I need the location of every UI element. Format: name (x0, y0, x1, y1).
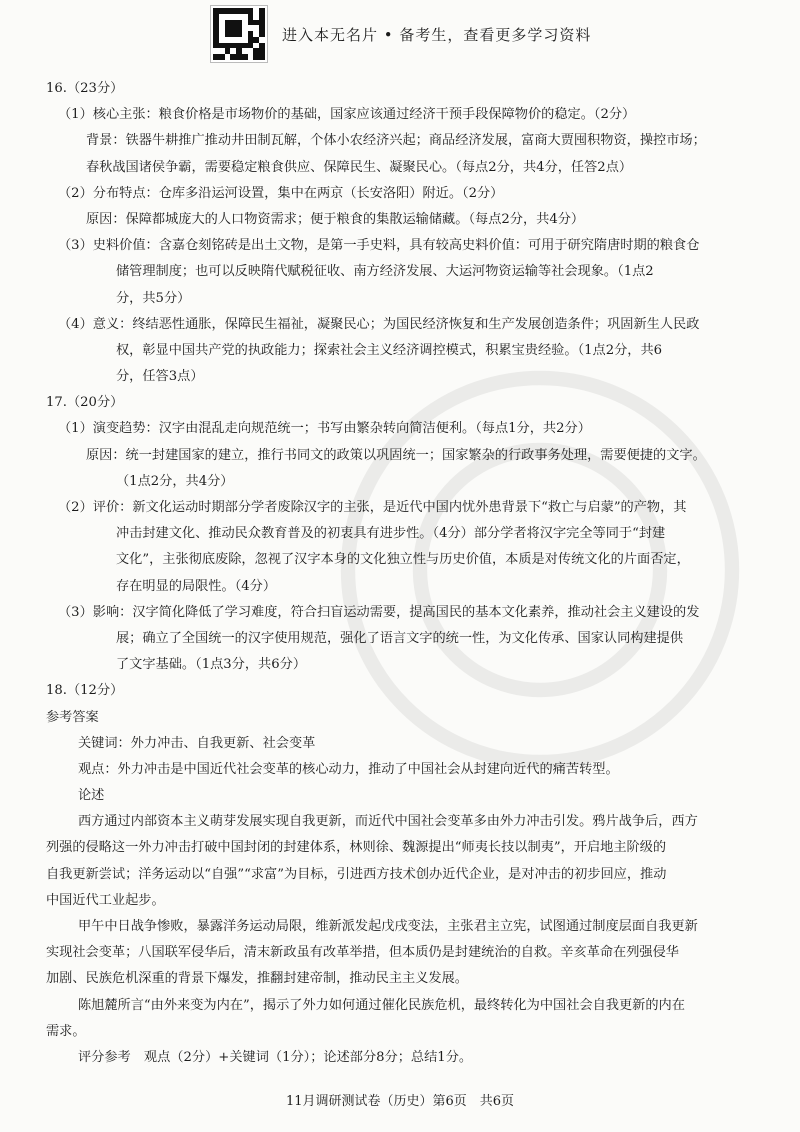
text-line: 存在明显的局限性。（4分） (116, 578, 277, 594)
text-line: （4）意义：终结恶性通胀，保障民生福祉，凝聚民心；为国民经济恢复和生产发展创造条件；巩固新生人民政 (58, 316, 700, 332)
text-line: 春秋战国诸侯争霸，需要稳定粮食供应、保障民生、凝聚民心。（每点2分，共4分，任答2点） (86, 159, 633, 175)
text-line: 17.（20分） (46, 395, 124, 411)
text-line: 分，共5分） (116, 290, 191, 306)
text-line: 中国近代工业起步。 (46, 892, 165, 908)
text-line: （2）评价：新文化运动时期部分学者废除汉字的主张，是近代中国内忧外患背景下“救亡与启蒙”的产物，其 (58, 500, 687, 515)
text-line: 分，任答3点） (116, 369, 204, 385)
text-line: 原因：保障都城庞大的人口物资需求；便于粮食的集散运输储藏。（每点2分，共4分） (86, 211, 585, 227)
text-line: 了文字基础。（1点3分，共6分） (116, 657, 307, 673)
text-line: （2）分布特点：仓库多沿运河设置，集中在两京（长安洛阳）附近。（2分） (58, 185, 504, 201)
text-line: 列强的侵略这一外力冲击打破中国封闭的封建体系，林则徐、魏源提出“师夷长技以制夷”，开启地主阶级的 (46, 840, 667, 856)
text-line: 参考答案 (46, 709, 99, 725)
answer-content (46, 76, 758, 1071)
text-line: 甲午中日战争惨败，暴露洋务运动局限，维新派发起戊戌变法，主张君主立宪，试图通过制度层面自我更新 (78, 919, 698, 934)
text-line: 评分参考 观点（2分）+关键词（1分）；论述部分8分；总结1分。 (78, 1049, 473, 1065)
header-text: 进入本无名片 • 备考生，查看更多学习资料 (282, 25, 592, 44)
text-line: 16.（23分） (46, 81, 124, 96)
text-line: 陈旭麓所言“由外来变为内在”，揭示了外力如何通过催化民族危机，最终转化为中国社会自我更新的内在 (78, 997, 685, 1013)
page-header (210, 4, 591, 64)
page-footer: 11月调研测试卷（历史）第6页 共6页 (285, 1094, 515, 1109)
text-line: 储管理制度；也可以反映隋代赋税征收、南方经济发展、大运河物资运输等社会现象。（1点2 (116, 264, 654, 280)
text-line: 18.（12分） (46, 683, 124, 699)
text-line: 西方通过内部资本主义萌芽发展实现自我更新，而近代中国社会变革多由外力冲击引发。鸦片战争后，西方 (78, 814, 698, 830)
text-line: 论述 (78, 788, 105, 804)
text-line: （1）演变趋势：汉字由混乱走向规范统一；书写由繁杂转向简洁便利。（每点1分，共2分） (58, 421, 591, 437)
text-line: 加剧、民族危机深重的背景下爆发，推翻封建帝制，推动民主主义发展。 (46, 971, 468, 987)
text-line: （3）史料价值：含嘉仓刻铭砖是出土文物，是第一手史料，具有较高史料价值：可用于研究隋唐时期的粮食仓 (58, 238, 700, 254)
qr-code-icon (210, 5, 268, 63)
text-line: （1）核心主张：粮食价格是市场物价的基础，国家应该通过经济干预手段保障物价的稳定。（2分） (58, 107, 636, 123)
text-line: 观点：外力冲击是中国近代社会变革的核心动力，推动了中国社会从封建向近代的痛苦转型。 (78, 761, 619, 777)
text-line: 关键词：外力冲击、自我更新、社会变革 (78, 735, 316, 751)
text-line: 实现社会变革；八国联军侵华后，清末新政虽有改革举措，但本质仍是封建统治的自救。辛亥革命在列强侵华 (46, 945, 679, 961)
text-line: 背景：铁器牛耕推广推动井田制瓦解，个体小农经济兴起；商品经济发展，富商大贾囤积物资，操控市场； (86, 133, 706, 149)
text-line: 展；确立了全国统一的汉字使用规范，强化了语言文字的统一性，为文化传承、国家认同构建提供 (116, 630, 684, 646)
text-line: 文化”，主张彻底废除，忽视了汉字本身的文化独立性与历史价值，本质是对传统文化的片面否定， (116, 552, 690, 568)
text-line: 冲击封建文化、推动民众教育普及的初衷具有进步性。（4分）部分学者将汉字完全等同于“封建 (116, 526, 666, 542)
text-line: 权，彰显中国共产党的执政能力；探索社会主义经济调控模式，积累宝贵经验。（1点2分，共6 (116, 342, 663, 358)
text-line: （3）影响：汉字简化降低了学习难度，符合扫盲运动需要，提高国民的基本文化素养，推动社会主义建设的发 (58, 604, 700, 620)
text-line: 自我更新尝试；洋务运动以“自强”“求富”为目标，引进西方技术创办近代企业，是对冲击的初步回应，推动 (46, 866, 667, 882)
text-line: 需求。 (46, 1023, 86, 1039)
text-line: （1点2分，共4分） (116, 473, 234, 489)
text-line: 原因：统一封建国家的建立，推行书同文的政策以巩固统一；国家繁杂的行政事务处理，需要便捷的文字。 (86, 447, 706, 463)
